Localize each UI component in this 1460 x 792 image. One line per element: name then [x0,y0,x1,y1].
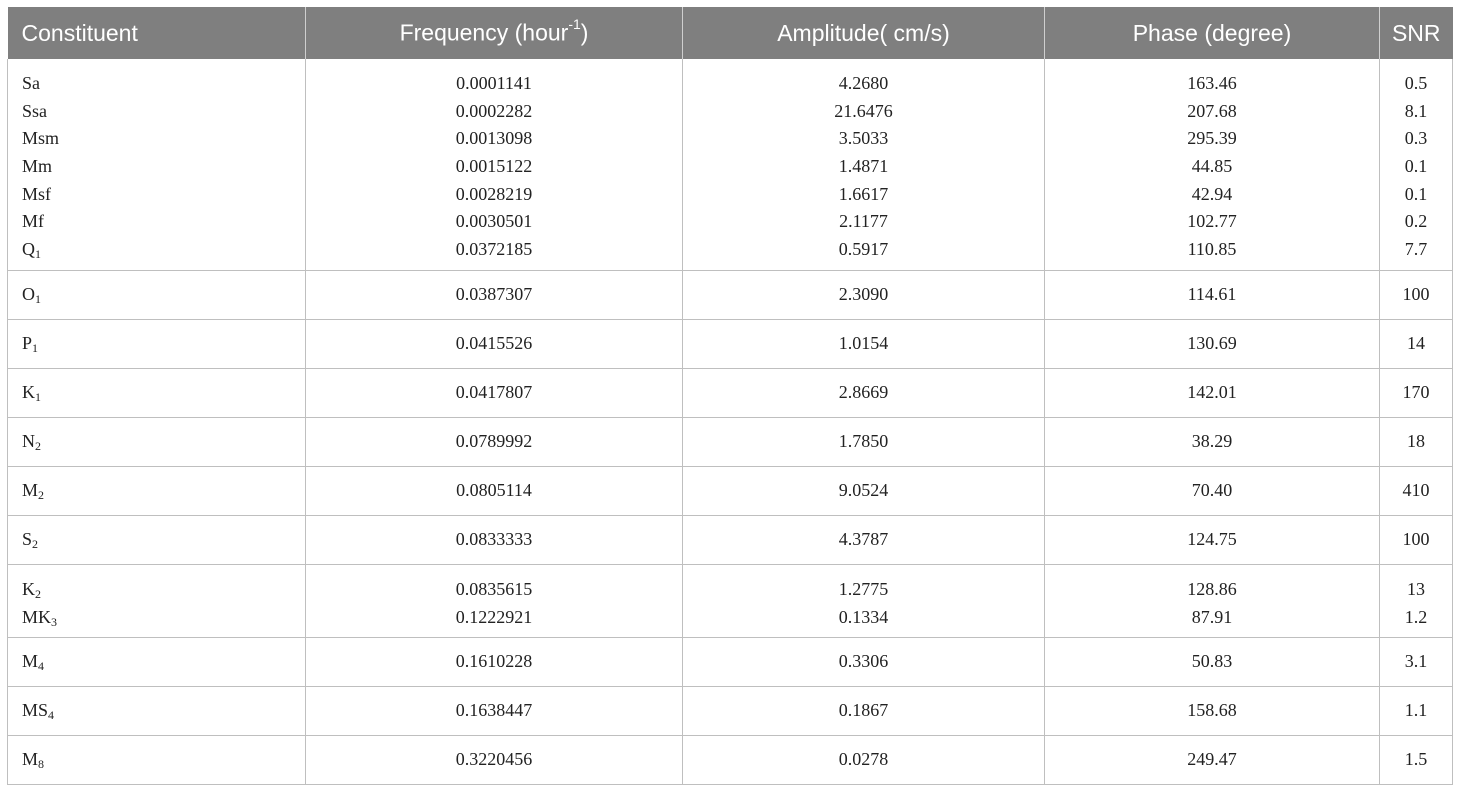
phase-value: 130.69 [1187,332,1237,353]
snr-value: 18 [1407,430,1425,451]
snr-value: 1.1 [1404,700,1428,721]
header-constituent: Constituent [8,7,306,59]
constituent-name: $M_8$ [22,749,45,772]
tidal-constituents-table [7,7,1453,785]
snr-value: 13 [1407,578,1425,599]
phase-value: 249.47 [1187,749,1237,770]
table-body [8,59,1453,785]
amplitude-value: 2.8669 [838,381,889,402]
frequency-cell [306,368,683,417]
table-header [8,7,1453,59]
phase-cell [1045,687,1380,736]
constituent-name: $S_2$ [22,528,39,551]
table-row-group [8,736,1453,785]
frequency-value: 0.0833333 [455,528,533,549]
snr-cell [1380,466,1453,515]
constituent-name: $MK_3$ [22,606,58,629]
snr-value: 0.1 [1404,156,1428,177]
frequency-value: 0.1638447 [455,700,533,721]
phase-cell [1045,736,1380,785]
constituent-name: $M_4$ [22,651,45,674]
frequency-cell [306,687,683,736]
constituent-cell [8,466,306,515]
frequency-value: 0.0387307 [455,283,533,304]
phase-value: 102.77 [1187,211,1237,232]
constituent-subscript: 1 [35,291,41,306]
amplitude-value: 0.1334 [838,606,889,627]
header-row [8,7,1453,59]
header-phase: Phase (degree) [1045,7,1380,59]
phase-value: 124.75 [1187,528,1237,549]
constituent-subscript: 2 [35,438,41,453]
frequency-cell [306,466,683,515]
snr-value: 3.1 [1404,651,1428,672]
snr-value: 170 [1402,381,1430,402]
amplitude-value: 0.1867 [838,700,889,721]
snr-value: 7.7 [1404,239,1428,260]
snr-value: 410 [1402,479,1430,500]
phase-cell [1045,466,1380,515]
phase-value: 44.85 [1191,156,1233,177]
frequency-unit-exponent: -1 [568,16,581,33]
amplitude-value: 1.4871 [838,156,889,177]
amplitude-value: 1.0154 [838,332,889,353]
snr-cell [1380,270,1453,319]
snr-cell [1380,417,1453,466]
frequency-value: 0.0417807 [455,381,533,402]
phase-value: 114.61 [1187,283,1237,304]
constituent-subscript: 2 [38,487,45,502]
frequency-value: 0.0030501 [455,211,533,232]
phase-cell [1045,417,1380,466]
amplitude-value: 2.1177 [839,211,888,232]
snr-value: 100 [1402,283,1430,304]
table-row-group [8,319,1453,368]
phase-value: 70.40 [1191,479,1233,500]
snr-value: 8.1 [1404,100,1428,121]
phase-value: 158.68 [1187,700,1237,721]
header-amplitude: Amplitude( cm/s) [683,7,1045,59]
amplitude-value: 1.6617 [838,183,889,204]
phase-value: 110.85 [1187,239,1237,260]
header-frequency: Frequency (hour$^{-1}$) [306,7,683,59]
snr-cell [1380,638,1453,687]
amplitude-cell [683,59,1045,270]
constituent-subscript: 8 [38,757,45,772]
frequency-cell [306,59,683,270]
amplitude-value: 9.0524 [838,479,889,500]
phase-value: 207.68 [1187,100,1237,121]
amplitude-cell [683,687,1045,736]
phase-cell [1045,638,1380,687]
amplitude-cell [683,417,1045,466]
phase-value: 163.46 [1187,73,1237,93]
frequency-value: 0.1222921 [455,606,533,627]
phase-cell [1045,319,1380,368]
phase-value: 87.91 [1191,606,1233,627]
snr-cell [1380,59,1453,270]
frequency-value: 0.0835615 [455,578,533,599]
snr-value: 0.1 [1404,183,1428,204]
constituent-name: Ssa [22,100,48,121]
constituent-subscript: 1 [32,340,39,355]
table-row-group [8,515,1453,564]
snr-cell [1380,687,1453,736]
frequency-cell [306,736,683,785]
frequency-value: 0.0013098 [455,128,533,149]
snr-cell [1380,564,1453,637]
snr-value: 0.3 [1404,128,1428,149]
amplitude-value: 0.5917 [838,239,889,260]
constituent-cell [8,319,306,368]
frequency-cell [306,515,683,564]
constituent-name: $N_2$ [22,430,41,453]
constituent-cell [8,564,306,637]
snr-cell [1380,368,1453,417]
amplitude-value: 4.2680 [838,73,889,93]
frequency-cell [306,638,683,687]
amplitude-value: 4.3787 [838,528,889,549]
amplitude-value: 2.3090 [838,283,889,304]
constituent-cell [8,687,306,736]
snr-value: 0.5 [1404,73,1428,93]
constituent-subscript: 2 [35,586,41,601]
amplitude-value: 3.5033 [838,128,889,149]
frequency-value: 0.0001141 [456,73,532,93]
frequency-value: 0.0028219 [455,183,533,204]
phase-cell [1045,270,1380,319]
snr-value: 14 [1407,332,1425,353]
constituent-subscript: 1 [35,389,41,404]
table-row-group [8,59,1453,270]
table-row-group [8,564,1453,637]
constituent-subscript: 1 [35,247,41,262]
constituent-name: $K_2$ [22,578,41,601]
constituent-name: $O_1$ [22,283,41,306]
frequency-value: 0.0805114 [456,479,532,500]
constituent-cell [8,59,306,270]
header-snr: SNR [1380,7,1453,59]
constituent-subscript: 4 [48,708,55,723]
table-row-group [8,270,1453,319]
amplitude-value: 1.7850 [838,430,889,451]
phase-value: 42.94 [1191,183,1233,204]
constituent-cell [8,736,306,785]
amplitude-cell [683,515,1045,564]
amplitude-cell [683,368,1045,417]
phase-value: 295.39 [1187,128,1237,149]
constituent-name: Sa [22,73,40,93]
frequency-value: 0.0789992 [455,430,533,451]
table-row-group [8,687,1453,736]
table-row-group [8,417,1453,466]
constituent-name: Msf [22,183,52,204]
frequency-value: 0.0415526 [455,332,533,353]
snr-value: 100 [1402,528,1430,549]
phase-cell [1045,368,1380,417]
amplitude-cell [683,270,1045,319]
constituent-name: Mm [22,156,53,177]
snr-value: 1.5 [1404,749,1428,770]
constituent-cell [8,417,306,466]
snr-cell [1380,515,1453,564]
constituent-name: Mf [22,211,44,232]
frequency-value: 0.3220456 [455,749,533,770]
constituent-name: $P_1$ [22,332,39,355]
constituent-cell [8,515,306,564]
frequency-value: 0.0002282 [455,100,533,121]
phase-value: 38.29 [1191,430,1233,451]
frequency-cell [306,564,683,637]
amplitude-cell [683,466,1045,515]
amplitude-value: 1.2775 [838,578,889,599]
frequency-value: 0.1610228 [455,651,533,672]
amplitude-cell [683,638,1045,687]
frequency-cell [306,417,683,466]
constituent-name: Msm [22,128,60,149]
snr-value: 0.2 [1404,211,1428,232]
snr-cell [1380,736,1453,785]
table-row-group [8,638,1453,687]
constituents-table-container [7,7,1452,785]
phase-cell [1045,59,1380,270]
constituent-cell [8,638,306,687]
frequency-value: 0.0372185 [455,239,533,260]
constituent-subscript: 4 [38,659,45,674]
phase-value: 128.86 [1187,578,1237,599]
constituent-cell [8,270,306,319]
phase-cell [1045,564,1380,637]
constituent-name: $M_2$ [22,479,45,502]
constituent-subscript: 2 [32,536,39,551]
table-row-group [8,466,1453,515]
frequency-cell [306,270,683,319]
constituent-subscript: 3 [51,614,58,629]
amplitude-value: 0.0278 [838,749,889,770]
amplitude-value: 0.3306 [838,651,889,672]
constituent-cell [8,368,306,417]
snr-cell [1380,319,1453,368]
amplitude-value: 21.6476 [834,100,893,121]
constituent-name: $MS_4$ [22,700,55,723]
phase-cell [1045,515,1380,564]
table-row-group [8,368,1453,417]
phase-value: 142.01 [1187,381,1237,402]
constituent-name: $K_1$ [22,381,41,404]
amplitude-cell [683,736,1045,785]
frequency-value: 0.0015122 [455,156,533,177]
amplitude-cell [683,319,1045,368]
amplitude-cell [683,564,1045,637]
snr-value: 1.2 [1404,606,1428,627]
frequency-cell [306,319,683,368]
constituent-name: $Q_1$ [22,239,41,262]
phase-value: 50.83 [1191,651,1233,672]
